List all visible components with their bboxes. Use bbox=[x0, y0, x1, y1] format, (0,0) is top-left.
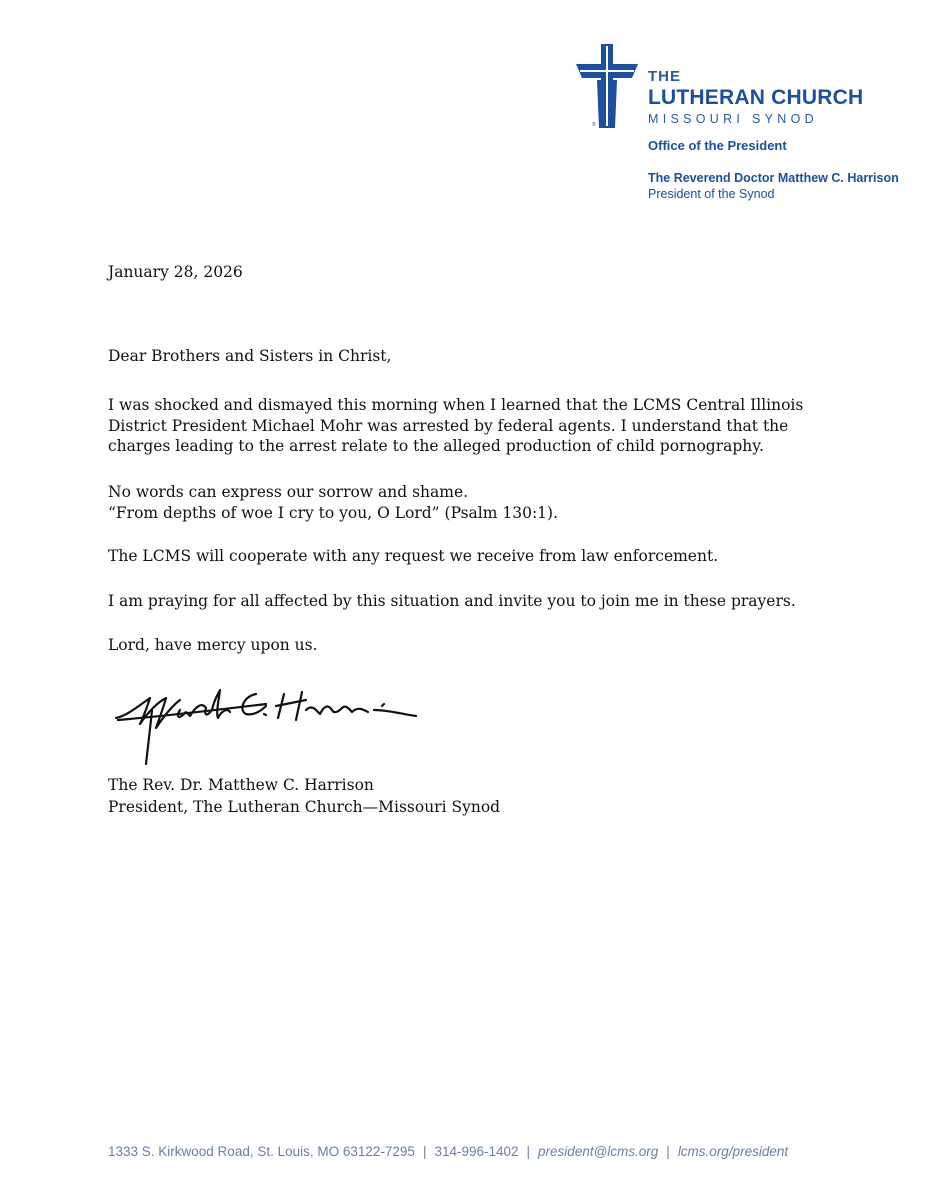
signatory-title: President, The Lutheran Church—Missouri Synod bbox=[108, 798, 501, 816]
footer-separator: | bbox=[666, 1144, 670, 1159]
footer-address: 1333 S. Kirkwood Road, St. Louis, MO 63122-7295 bbox=[108, 1144, 415, 1159]
paragraph-1-line: I was shocked and dismayed this morning when I learned that the LCMS Central Illinois bbox=[108, 396, 804, 414]
closing: Lord, have mercy upon us. bbox=[108, 636, 318, 654]
footer-contact bbox=[108, 1144, 788, 1159]
president-name: The Reverend Doctor Matthew C. Harrison bbox=[648, 171, 899, 185]
letterhead bbox=[574, 40, 914, 210]
footer-separator: | bbox=[422, 1144, 427, 1159]
footer-separator: | bbox=[526, 1144, 531, 1159]
office-title: Office of the President bbox=[648, 138, 787, 153]
footer-email-link[interactable]: president@lcms.org bbox=[538, 1144, 659, 1159]
president-title: President of the Synod bbox=[648, 187, 775, 201]
paragraph-1-line: charges leading to the arrest relate to the alleged production of child pornography. bbox=[108, 437, 764, 455]
signatory-name: The Rev. Dr. Matthew C. Harrison bbox=[108, 776, 374, 794]
paragraph-1 bbox=[108, 395, 898, 457]
logo-church-name: LUTHERAN CHURCH bbox=[648, 86, 864, 109]
paragraph-1-line: District President Michael Mohr was arrested by federal agents. I understand that the bbox=[108, 416, 789, 435]
footer-web-link[interactable]: lcms.org/president bbox=[677, 1144, 789, 1159]
logo-wordmark bbox=[648, 68, 863, 128]
salutation: Dear Brothers and Sisters in Christ, bbox=[108, 347, 392, 365]
logo-the: THE bbox=[648, 68, 681, 85]
footer-phone: 314-996-1402 bbox=[434, 1144, 519, 1159]
paragraph-2 bbox=[108, 482, 898, 523]
letter-date: January 28, 2026 bbox=[108, 263, 243, 281]
paragraph-3: The LCMS will cooperate with any request we receive from law enforcement. bbox=[108, 547, 719, 565]
paragraph-4: I am praying for all affected by this situation and invite you to join me in these prayers. bbox=[108, 592, 796, 610]
handwritten-signature bbox=[106, 680, 436, 770]
cross-logo-icon bbox=[574, 40, 640, 132]
paragraph-2-line: “From depths of woe I cry to you, O Lord” (Psalm 130:1). bbox=[108, 503, 559, 522]
paragraph-2-line: No words can express our sorrow and shame. bbox=[108, 483, 469, 501]
logo-synod: MISSOURI SYNOD bbox=[648, 112, 818, 126]
svg-text:®: ® bbox=[592, 122, 596, 128]
